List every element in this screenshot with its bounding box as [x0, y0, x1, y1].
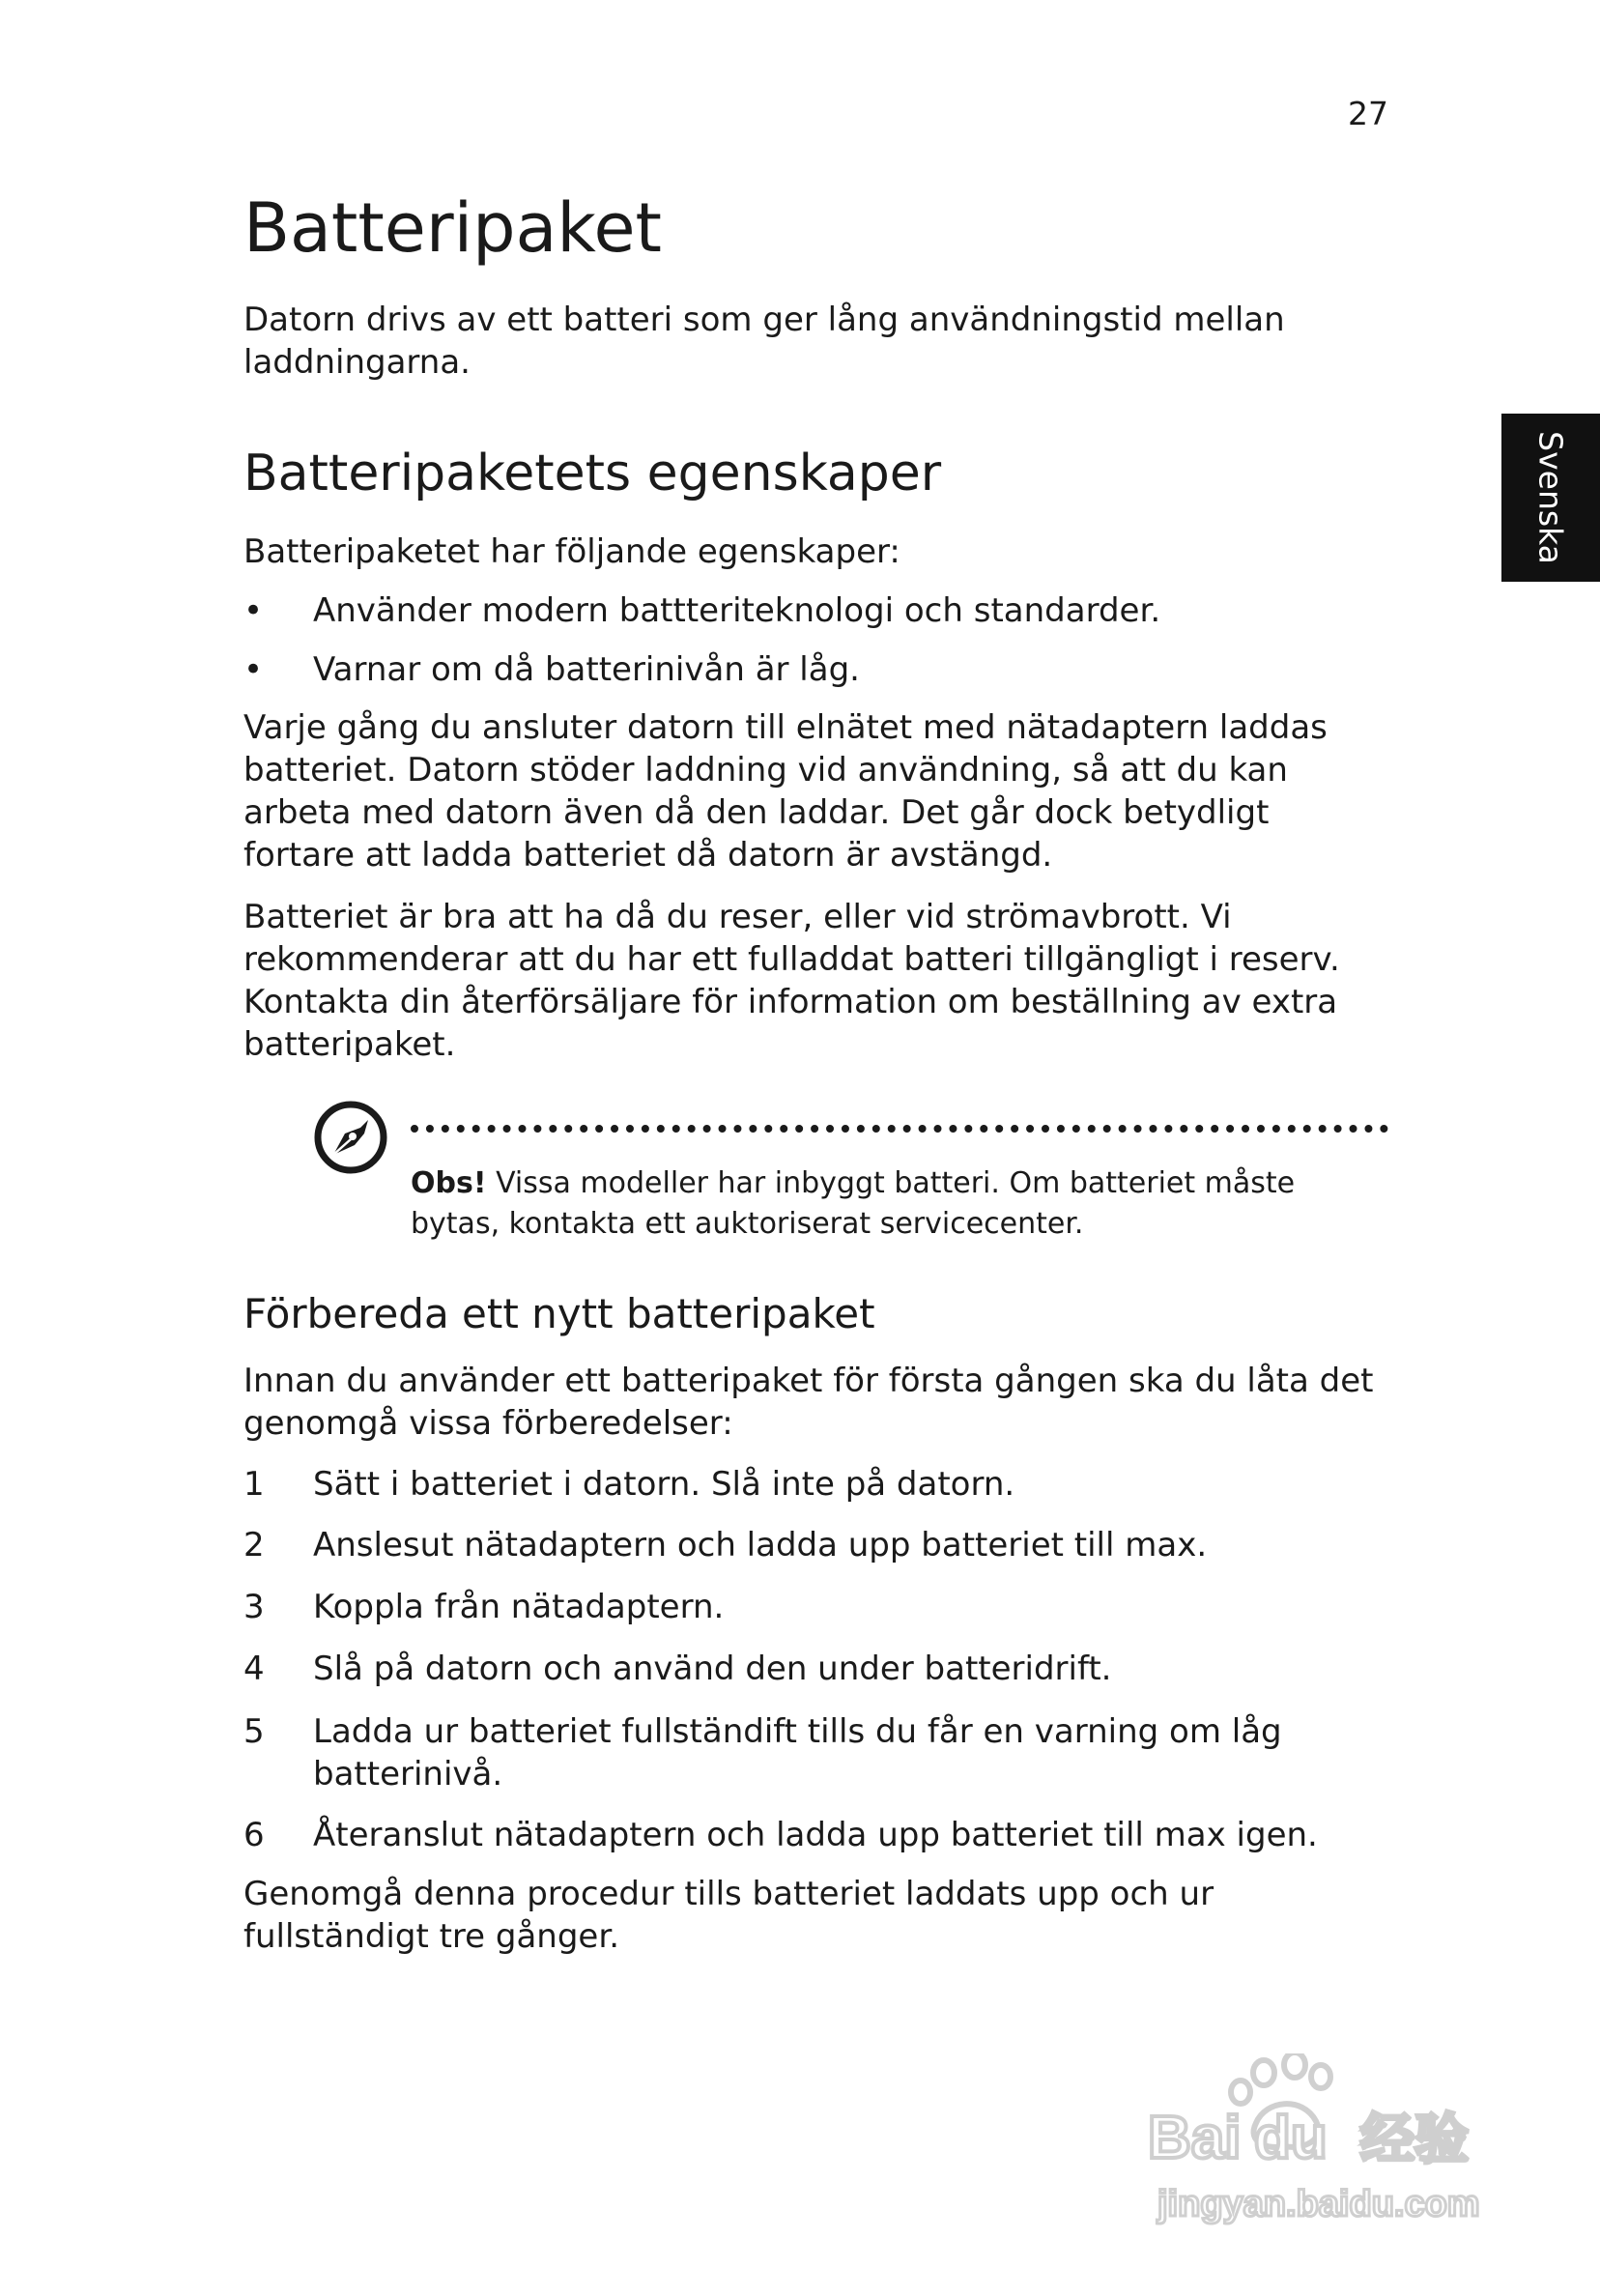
svg-text:Bai: Bai: [1148, 2105, 1242, 2171]
note-pen-icon: [312, 1099, 389, 1176]
charging-paragraph: Varje gång du ansluter datorn till elnätet med nätadaptern laddas batteriet. Datorn stöder laddning vid användning, så att du kan arbeta med datorn även då den laddar. Det går dock betydligt fortare att ladda batteriet då datorn är avstängd.: [243, 708, 1328, 875]
step-number: 4: [243, 1650, 265, 1688]
section-heading-properties: Batteripaketets egenskaper: [243, 445, 942, 502]
baidu-watermark-logo: [1140, 2053, 1507, 2256]
page-number: 27: [1348, 95, 1388, 132]
step-number: 3: [243, 1588, 265, 1626]
prepare-lead: Innan du använder ett batteripaket för första gången ska du låta det genomgå vissa förberedelser:: [243, 1362, 1374, 1443]
step-number: 1: [243, 1465, 265, 1504]
reserve-paragraph: Batteriet är bra att ha då du reser, eller vid strömavbrott. Vi rekommenderar att du har ett fulladdat batteri tillgängligt i reserv. Kontakta din återförsäljare för information om beställning av extra batteripaket.: [243, 898, 1340, 1064]
svg-text:经验: 经验: [1360, 2109, 1469, 2171]
list-item-text: Använder modern battteriteknologi och standarder.: [313, 591, 1161, 630]
bullet-icon: •: [243, 650, 264, 689]
svg-text:jingyan.baidu.com: jingyan.baidu.com: [1157, 2184, 1480, 2224]
step-text: Sätt i batteriet i datorn. Slå inte på datorn.: [313, 1465, 1015, 1504]
closing-paragraph: Genomgå denna procedur tills batteriet laddats upp och ur fullständigt tre gånger.: [243, 1875, 1214, 1956]
step-text: Slå på datorn och använd den under batteridrift.: [313, 1650, 1112, 1688]
step-number: 5: [243, 1712, 265, 1751]
bullet-icon: •: [243, 591, 264, 630]
step-text: Ladda ur batteriet fullständift tills du får en varning om låg batterinivå.: [313, 1712, 1282, 1794]
svg-text:du: du: [1254, 2105, 1328, 2171]
section-heading-prepare: Förbereda ett nytt batteripaket: [243, 1290, 875, 1337]
language-tab-label: Svenska: [1531, 431, 1570, 564]
list-item-text: Varnar om då batterinivån är låg.: [313, 650, 860, 689]
note-label: Obs!: [411, 1166, 487, 1200]
step-text: Koppla från nätadaptern.: [313, 1588, 725, 1626]
step-text: Anslesut nätadaptern och ladda upp batteriet till max.: [313, 1526, 1208, 1564]
step-text: Återanslut nätadaptern och ladda upp batteriet till max igen.: [313, 1816, 1318, 1854]
language-tab: [1501, 414, 1600, 582]
intro-paragraph: Datorn drivs av ett batteri som ger lång användningstid mellan laddningarna.: [243, 301, 1285, 382]
page-title: Batteripaket: [243, 188, 662, 268]
note-divider: [411, 1125, 1388, 1133]
note-body: Vissa modeller har inbyggt batteri. Om batteriet måste bytas, kontakta ett auktoriserat servicecenter.: [411, 1166, 1296, 1241]
note-text: [411, 1163, 1386, 1245]
step-number: 2: [243, 1526, 265, 1564]
properties-lead: Batteripaketet har följande egenskaper:: [243, 532, 900, 571]
step-number: 6: [243, 1816, 265, 1854]
